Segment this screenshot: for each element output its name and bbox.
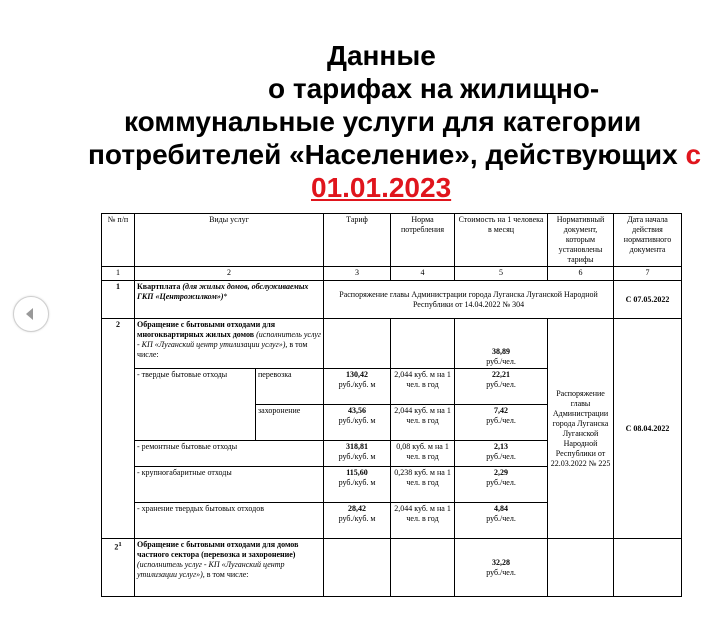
row-num-value: 2: [114, 542, 119, 552]
table-row: [102, 281, 682, 319]
col-number: 2: [135, 267, 324, 281]
cost-unit: руб./чел.: [486, 452, 516, 461]
service-tail: , в том числе:: [137, 340, 308, 359]
row-num: [102, 539, 135, 597]
subrow-norm: 0,08 куб. м на 1 чел. в год: [391, 441, 455, 467]
col-number: 3: [324, 267, 391, 281]
service-name: Обращение с бытовыми отходами для многоквартирных жилых домов: [137, 320, 276, 339]
cost-unit: руб./чел.: [486, 478, 516, 487]
row-date: С 08.04.2022: [614, 319, 682, 539]
subrow-sub: перевозка: [256, 369, 324, 405]
col-number: 1: [102, 267, 135, 281]
subrow-cost: [455, 503, 548, 539]
subrow-tariff: [324, 441, 391, 467]
header-cost: Стоимость на 1 человека в месяц: [455, 214, 548, 267]
cost-value: 7,42: [494, 406, 509, 415]
row-num: 2: [102, 319, 135, 539]
tariff-value: 43,56: [348, 406, 367, 415]
tariff-value: 130,42: [346, 370, 369, 379]
subrow-cost: [455, 369, 548, 405]
tariff-value: 28,42: [348, 504, 367, 513]
subrow-cost: [455, 405, 548, 441]
subrow-cost: [455, 467, 548, 503]
subrow-tariff: [324, 405, 391, 441]
subrow-name: - хранение твердых бытовых отходов: [135, 503, 324, 539]
tariff-unit: руб./куб. м: [338, 514, 376, 523]
title-line-4-text: потребителей «Население», действующих: [88, 139, 678, 170]
service-name: Обращение с бытовыми отходами для домов частного сектора (перевозка и захоронение): [137, 540, 299, 559]
row-doc: [548, 539, 614, 597]
header-num: № п/п: [102, 214, 135, 267]
table-header-row: [102, 214, 682, 267]
chevron-left-icon: [26, 308, 33, 320]
row-service: [135, 281, 324, 319]
row-cost: [455, 319, 548, 369]
row-norm: [391, 539, 455, 597]
row-num: 1: [102, 281, 135, 319]
row-service: [135, 539, 324, 597]
subrow-tariff: [324, 369, 391, 405]
cost-unit: руб./чел.: [486, 416, 516, 425]
row-tariff: [324, 319, 391, 369]
tariff-table: [101, 213, 682, 597]
service-note: (для жилых домов, обслуживаемых ГКП «Центрожилком»): [137, 282, 309, 301]
row-tariff: [324, 539, 391, 597]
cost-value: 32,28: [492, 557, 511, 567]
col-number: 5: [455, 267, 548, 281]
subrow-norm: 2,044 куб. м на 1 чел. в год: [391, 503, 455, 539]
tariff-value: 318,81: [346, 442, 369, 451]
title-date: 01.01.2023: [311, 172, 452, 203]
cost-value: 4,84: [494, 504, 509, 513]
cost-unit: руб./чел.: [486, 357, 516, 366]
tariff-unit: руб./куб. м: [338, 380, 376, 389]
subrow-norm: 2,044 куб. м на 1 чел. в год: [391, 369, 455, 405]
tariff-unit: руб./куб. м: [338, 478, 376, 487]
title-line-4-red: с: [685, 139, 702, 170]
row-service: [135, 319, 324, 369]
cost-value: 2,13: [494, 442, 509, 451]
col-number: 4: [391, 267, 455, 281]
cost-unit: руб./чел.: [486, 380, 516, 389]
subrow-sub: захоронение: [256, 405, 324, 441]
header-service: Виды услуг: [135, 214, 324, 267]
title-line-4: [88, 139, 701, 171]
header-tariff: Тариф: [324, 214, 391, 267]
service-note: (исполнитель услуг - КП «Луганский центр утилизации услуг»): [137, 330, 322, 349]
subrow-tariff: [324, 467, 391, 503]
table-row: [102, 539, 682, 597]
cost-value: 38,89: [492, 347, 511, 356]
row-num-sup: 1: [118, 541, 122, 548]
cost-value: 22,21: [492, 370, 511, 379]
subrow-name: - ремонтные бытовые отходы: [135, 441, 324, 467]
row-date: [614, 539, 682, 597]
title-line-1: Данные: [327, 40, 436, 71]
tariff-unit: руб./куб. м: [338, 416, 376, 425]
subrow-norm: 0,238 куб. м на 1 чел. в год: [391, 467, 455, 503]
subrow-tariff: [324, 503, 391, 539]
row-norm: [391, 319, 455, 369]
prev-slide-button[interactable]: [13, 296, 49, 332]
header-doc: Нормативный документ, которым установлены тарифы: [548, 214, 614, 267]
service-note: (исполнитель услуг - КП «Луганский центр утилизации услуг»): [137, 560, 285, 579]
row-doc: Распоряжение главы Администрации города Луганска Луганской Народной Республики от 14.04.2022 № 304: [324, 281, 614, 319]
table-row: [102, 319, 682, 369]
column-numbers-row: [102, 267, 682, 281]
header-norm: Норма потребления: [391, 214, 455, 267]
title-line-2: о тарифах на жилищно-: [268, 73, 600, 104]
row-doc: Распоряжение главы Администрации города Луганска Луганской Народной Республики от 22.03.2022 № 225: [548, 319, 614, 539]
service-tail: , в том числе:: [202, 570, 249, 579]
cost-value: 2,29: [494, 468, 509, 477]
subrow-name: - твердые бытовые отходы: [135, 369, 256, 441]
col-number: 7: [614, 267, 682, 281]
title-line-3: коммунальные услуги для категории: [124, 106, 642, 137]
subrow-norm: 2,044 куб. м на 1 чел. в год: [391, 405, 455, 441]
row-date: С 07.05.2022: [614, 281, 682, 319]
tariff-value: 115,60: [346, 468, 368, 477]
service-name: Квартплата: [137, 282, 181, 291]
row-cost: [455, 539, 548, 597]
service-tail: *: [223, 292, 228, 301]
cost-unit: руб./чел.: [486, 567, 516, 577]
cost-unit: руб./чел.: [486, 514, 516, 523]
subrow-cost: [455, 441, 548, 467]
col-number: 6: [548, 267, 614, 281]
tariff-unit: руб./куб. м: [338, 452, 376, 461]
subrow-name: - крупногабаритные отходы: [135, 467, 324, 503]
header-date: Дата начала действия нормативного документа: [614, 214, 682, 267]
